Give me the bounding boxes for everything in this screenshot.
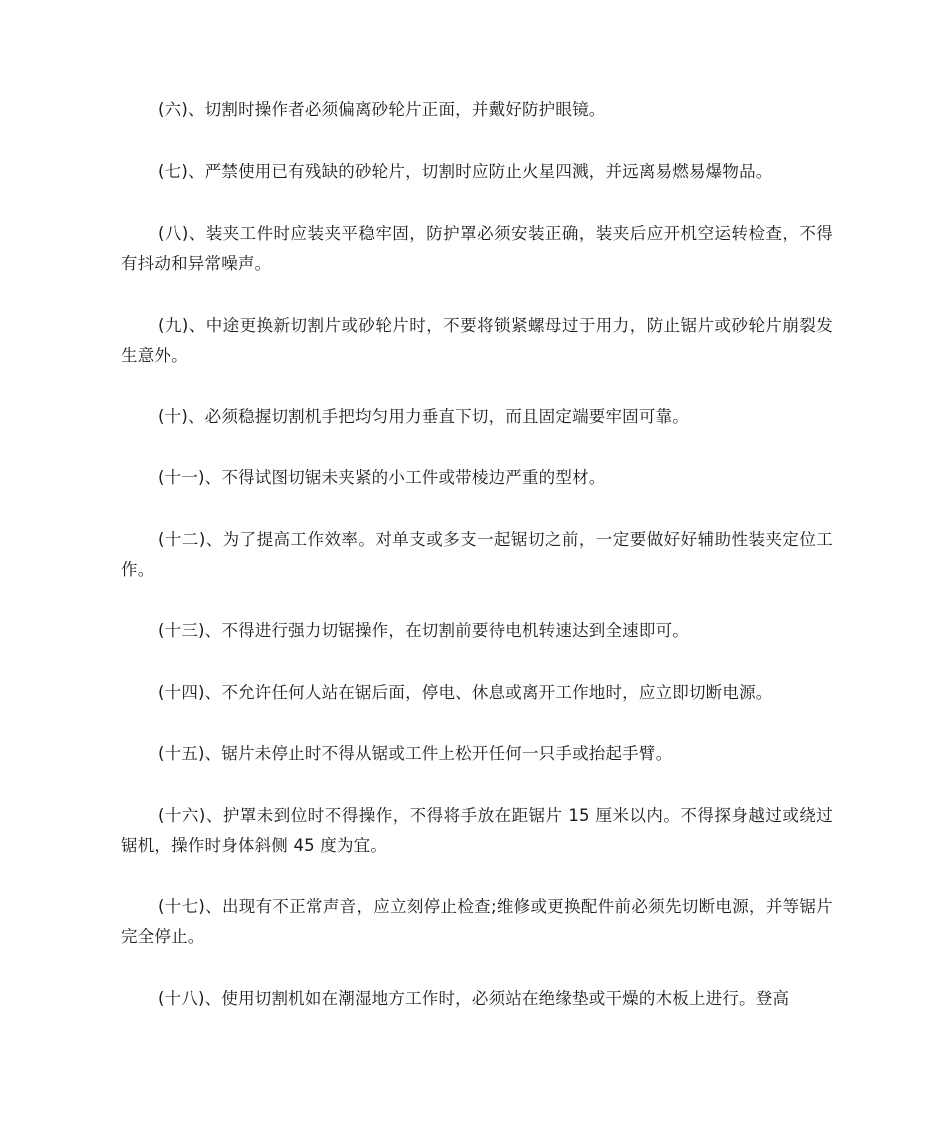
paragraph-9: (九)、中途更换新切割片或砂轮片时，不要将锁紧螺母过于用力，防止锯片或砂轮片崩裂发生意外。 bbox=[121, 316, 833, 365]
paragraph-16: (十六)、护罩未到位时不得操作，不得将手放在距锯片 15 厘米以内。不得探身越过或绕过锯机，操作时身体斜侧 45 度为宜。 bbox=[121, 806, 833, 855]
paragraph-14: (十四)、不允许任何人站在锯后面，停电、休息或离开工作地时，应立即切断电源。 bbox=[158, 683, 773, 702]
paragraph-10: (十)、必须稳握切割机手把均匀用力垂直下切，而且固定端要牢固可靠。 bbox=[158, 407, 689, 426]
paragraph-17: (十七)、出现有不正常声音，应立刻停止检查;维修或更换配件前必须先切断电源，并等锯片完全停止。 bbox=[121, 897, 833, 946]
paragraph-8: (八)、装夹工件时应装夹平稳牢固，防护罩必须安装正确，装夹后应开机空运转检查，不得有抖动和异常噪声。 bbox=[121, 224, 833, 273]
paragraph-15: (十五)、锯片未停止时不得从锯或工件上松开任何一只手或抬起手臂。 bbox=[158, 744, 673, 763]
paragraph-6: (六)、切割时操作者必须偏离砂轮片正面，并戴好防护眼镜。 bbox=[158, 100, 606, 119]
paragraph-7: (七)、严禁使用已有残缺的砂轮片，切割时应防止火星四溅，并远离易燃易爆物品。 bbox=[158, 162, 773, 181]
paragraph-13: (十三)、不得进行强力切锯操作，在切割前要待电机转速达到全速即可。 bbox=[158, 621, 689, 640]
paragraph-11: (十一)、不得试图切锯未夹紧的小工件或带棱边严重的型材。 bbox=[158, 468, 606, 487]
paragraph-18: (十八)、使用切割机如在潮湿地方工作时，必须站在绝缘垫或干燥的木板上进行。登高 bbox=[158, 989, 790, 1008]
paragraph-12: (十二)、为了提高工作效率。对单支或多支一起锯切之前，一定要做好好辅助性装夹定位工作。 bbox=[121, 530, 833, 579]
